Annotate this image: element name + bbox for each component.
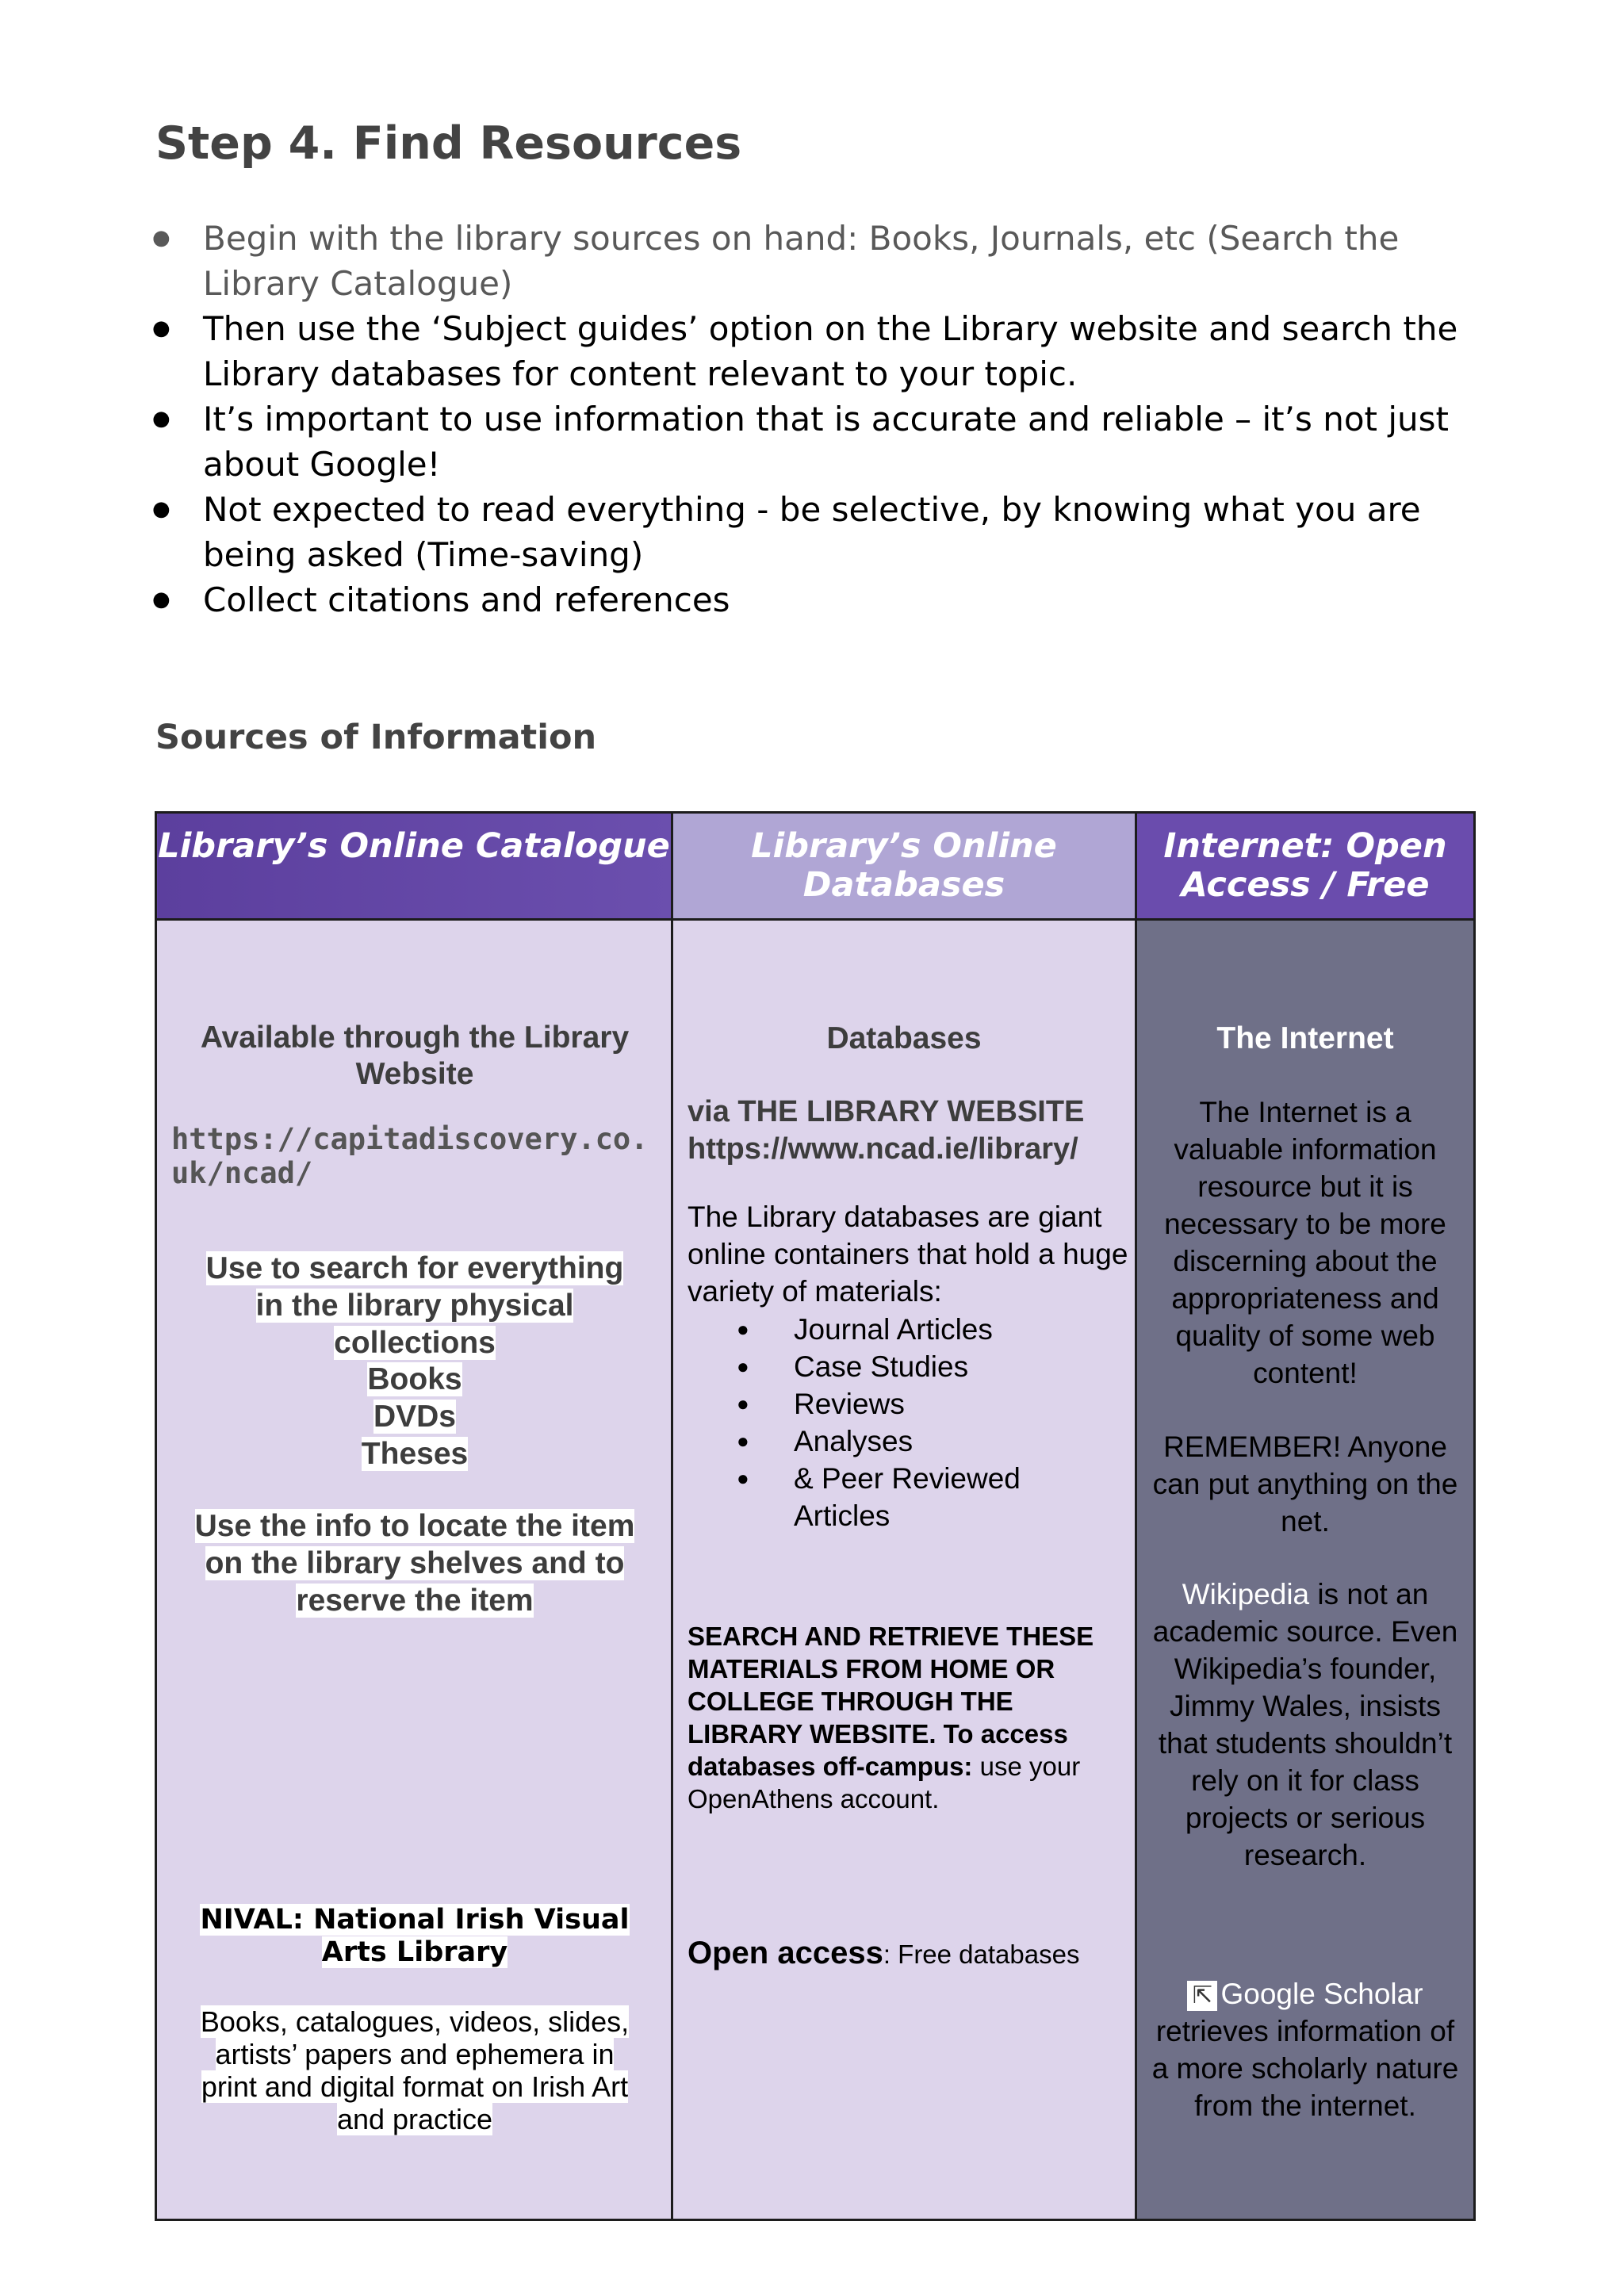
list-item: ● Not expected to read everything - be selective, by knowing what you are being asked (Time-saving) — [203, 487, 1488, 577]
databases-intro: The Library databases are giant online containers that hold a huge variety of materials: — [688, 1201, 1128, 1308]
header-catalogue: Library’s Online Catalogue — [156, 813, 672, 920]
external-link-icon: ⇱ — [1187, 1981, 1217, 2011]
list-item: ● Begin with the library sources on hand: Books, Journals, etc (Search the Library Catalogue) — [203, 216, 1488, 306]
list-item: Books — [367, 1362, 462, 1396]
table-row — [156, 920, 1475, 2220]
databases-cell — [672, 920, 1136, 2220]
list-item: ● Journal Articles — [688, 1311, 1132, 1348]
open-access-line: Open access: Free databases — [688, 1936, 1080, 1970]
internet-title: The Internet — [1216, 1021, 1394, 1055]
catalogue-items — [296, 1361, 534, 1473]
nival-description: Books, catalogues, videos, slides, artists’ papers and ephemera in print and digital format on Irish Art and practice — [200, 2005, 630, 2135]
page-title: Step 4. Find Resources — [155, 117, 742, 170]
table-header-row — [156, 813, 1475, 920]
open-access-label[interactable]: Open access — [688, 1936, 883, 1970]
internet-description: The Internet is a valuable information resource but it is necessary to be more discerning about the appropriateness and quality of some web content! — [1164, 1096, 1446, 1389]
library-url-link[interactable]: https://www.ncad.ie/library/ — [688, 1132, 1078, 1166]
nival-title: NIVAL: National Irish Visual Arts Library — [200, 1904, 630, 1968]
search-retrieve-note: SEARCH AND RETRIEVE THESE MATERIALS FROM HOME OR COLLEGE THROUGH THE LIBRARY WEBSITE. To access databases off-campus: use your OpenAthens account. — [688, 1622, 1094, 1813]
header-databases: Library’s Online Databases — [672, 813, 1136, 920]
internet-warning: REMEMBER! Anyone can put anything on the net. — [1152, 1430, 1458, 1538]
list-item: Theses — [361, 1437, 469, 1471]
list-item: ● Reviews — [688, 1385, 1132, 1423]
catalogue-locate-note: Use the info to locate the item on the library shelves and to reserve the item — [194, 1509, 635, 1618]
catalogue-cell — [156, 920, 672, 2220]
catalogue-title: Available through the Library Website — [200, 1021, 630, 1091]
steps-list — [203, 216, 1488, 622]
list-item: ● Case Studies — [688, 1348, 1132, 1385]
materials-list — [688, 1311, 1132, 1534]
list-item: DVDs — [373, 1400, 457, 1434]
databases-via-label: via THE LIBRARY WEBSITE — [688, 1095, 1085, 1128]
list-item: ● It’s important to use information that is accurate and reliable – it’s not just about Google! — [203, 396, 1488, 487]
list-item: ● Then use the ‘Subject guides’ option on the Library website and search the Library databases for content relevant to your topic. — [203, 306, 1488, 396]
internet-cell — [1136, 920, 1475, 2220]
list-item: ● Collect citations and references — [203, 577, 1488, 622]
list-item: ● Analyses — [688, 1423, 1132, 1460]
catalogue-url-link[interactable]: https://capitadiscovery.co.uk/ncad/ — [171, 1122, 649, 1190]
scholar-note: ⇱ Google Scholar retrieves information of a more scholarly nature from the internet. — [1151, 1978, 1459, 2122]
wikipedia-link[interactable]: Wikipedia — [1182, 1578, 1310, 1610]
wikipedia-note: Wikipedia is not an academic source. Even Wikipedia’s founder, Jimmy Wales, insists that students shouldn’t rely on it for class projects or serious research. — [1152, 1578, 1458, 1871]
databases-title: Databases — [826, 1021, 982, 1055]
google-scholar-link[interactable]: Google Scholar — [1220, 1978, 1423, 2010]
header-internet: Internet: Open Access / Free — [1136, 813, 1475, 920]
sources-table — [155, 811, 1476, 2221]
section-heading: Sources of Information — [155, 718, 597, 757]
catalogue-search-note: Use to search for everything in the library physical collections — [205, 1251, 624, 1360]
list-item: ● & Peer Reviewed Articles — [688, 1460, 1132, 1534]
